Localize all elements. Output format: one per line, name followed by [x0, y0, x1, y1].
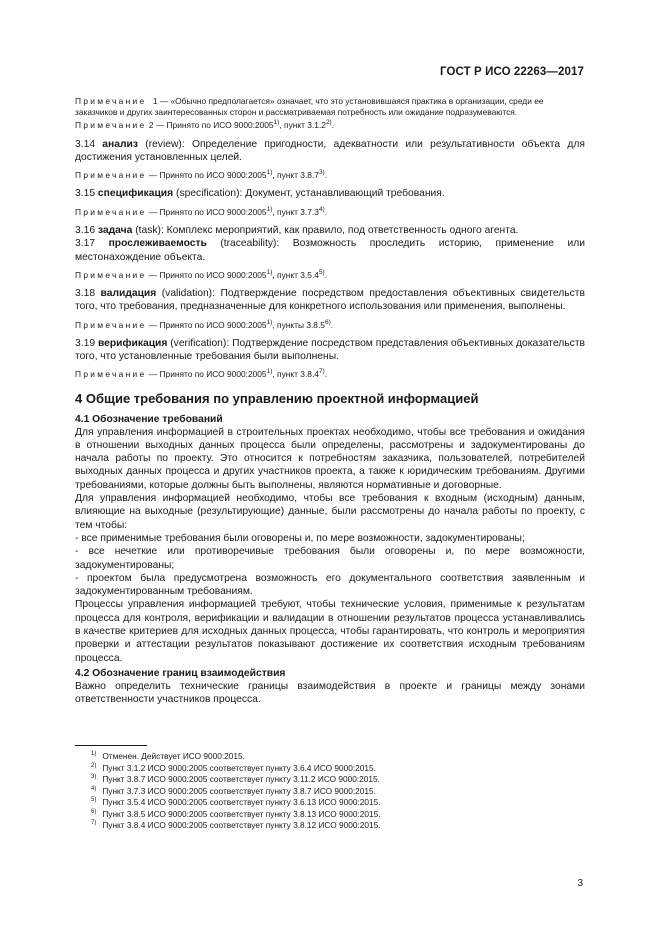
section-4-1-heading: 4.1 Обозначение требований	[75, 413, 223, 425]
footnotes	[91, 751, 591, 832]
term-definition: (verification): Подтверждение посредством представления объективных доказательств того, что установленные требования были выполнены.	[75, 337, 585, 363]
footnote-ref: 4)	[318, 205, 325, 213]
term-number: 3.16	[75, 224, 96, 236]
footnote	[91, 774, 591, 786]
note-label: Примечание	[75, 369, 147, 380]
term-note: Примечание — Принято по ИСО 9000:2005$^{1)}$, пункт 3.8.4$^{7)}$.	[75, 368, 328, 380]
footnote-ref: 6)	[324, 318, 331, 326]
note-text: — «Обычно предполагается» означает, что это установившаяся практика в организации, среди ее заказчиков и других заинтересованных сторон и рассматриваемая потребность или ожидание подразумеваются.	[75, 96, 544, 118]
note-text: — Принято по ИСО 9000:2005	[155, 120, 274, 131]
note-label: Примечание	[75, 269, 147, 280]
note-text: — Принято по ИСО 9000:2005	[148, 269, 267, 280]
term-word: верификация	[97, 337, 168, 349]
term-definition: (specification): Документ, устанавливающий требования.	[173, 188, 445, 200]
footnote-text: Пункт 3.8.5 ИСО 9000:2005 соответствует пункту 3.8.13 ИСО 9000:2015.	[102, 808, 381, 819]
footnote-ref: 1)	[266, 318, 273, 326]
term-word: валидация	[100, 288, 157, 299]
term-3-15	[75, 187, 585, 200]
footnote-text: Пункт 3.8.4 ИСО 9000:2005 соответствует пункту 3.8.12 ИСО 9000:2015.	[102, 820, 381, 830]
note-ref: , пункт 3.7.3	[272, 206, 319, 217]
note-text: — Принято по ИСО 9000:2005	[148, 206, 267, 217]
footnote-number: 4)	[91, 785, 97, 792]
footnote-text: Пункт 3.1.2 ИСО 9000:2005 соответствует пункту 3.6.4 ИСО 9000:2015.	[102, 762, 376, 773]
note-text: — Принято по ИСО 9000:2005	[148, 369, 267, 380]
footnote-ref: 3)	[318, 169, 325, 177]
footnote-ref: 7)	[318, 368, 325, 376]
term-definition: (traceability): Возможность проследить историю, применение или местонахождение объекта.	[75, 238, 585, 263]
document-header: ГОСТ Р ИСО 22263—2017	[439, 66, 584, 78]
term-3-14	[75, 138, 585, 165]
term-note: Примечание — Принято по ИСО 9000:2005$^{1)}$, пункт 3.8.7$^{3)}$.	[75, 169, 328, 181]
note-label: Примечание	[75, 120, 147, 131]
footnote-text: Пункт 3.5.4 ИСО 9000:2005 соответствует пункту 3.6.13 ИСО 9000:2015.	[102, 797, 381, 807]
note-label: Примечание	[75, 319, 147, 330]
footnote	[91, 763, 591, 775]
term-3-19	[75, 337, 585, 364]
section-4-2-heading: 4.2 Обозначение границ взаимодействия	[75, 667, 286, 679]
footnote-divider	[75, 745, 147, 746]
footnote-number: 2)	[91, 762, 97, 769]
footnote	[91, 751, 591, 763]
note-ref: , пункт 3.8.7	[272, 170, 319, 181]
footnote-number: 3)	[91, 774, 97, 781]
term-word: спецификация	[97, 188, 174, 200]
section-4-heading: 4 Общие требования по управлению проектной информацией	[75, 390, 479, 406]
footnote-text: Пункт 3.8.7 ИСО 9000:2005 соответствует пункту 3.11.2 ИСО 9000:2015.	[102, 774, 380, 784]
footnote-number: 6)	[91, 808, 97, 815]
note-text: — Принято по ИСО 9000:2005	[148, 319, 267, 330]
term-note: Примечание — Принято по ИСО 9000:2005$^{1)}$, пункт 3.5.4$^{5)}$.	[75, 269, 328, 280]
note-1	[75, 96, 585, 118]
note-label: Примечание	[75, 96, 147, 106]
note-ref: , пункт 3.5.4	[272, 269, 319, 280]
note-ref: , пункт 3.1.2	[279, 120, 326, 131]
term-definition: (validation): Подтверждение посредством предоставления объективных свидетельств того, что требования, предназначенные для конкретного использования или применения, выполнены.	[75, 288, 585, 313]
list-item: - все нечеткие или противоречивые требования были оговорены и, по мере возможности, задокументированы;	[75, 546, 585, 571]
footnote-number: 5)	[91, 797, 97, 804]
paragraph: Для управления информацией необходимо, чтобы все требования к входным (исходным) данным, влияющие на выходные (результирующие) данные, были рассмотрены до начала работы по проекту, с тем чтобы:	[75, 493, 585, 531]
term-3-16	[75, 224, 585, 237]
term-number: 3.18	[75, 288, 96, 299]
footnote-number: 7)	[91, 820, 97, 827]
note-label: Примечание	[75, 206, 147, 217]
term-word: прослеживаемость	[108, 238, 207, 250]
footnote	[91, 797, 591, 809]
footnote	[91, 820, 591, 832]
list-item: - проектом была предусмотрена возможность его документального соответствия заявленным и задокументированным требованиям.	[75, 572, 585, 598]
note-label: Примечание	[75, 170, 147, 181]
footnote	[91, 786, 591, 798]
note-2	[75, 120, 585, 131]
footnote-ref: 2)	[325, 119, 332, 127]
term-note: Примечание — Принято по ИСО 9000:2005$^{1)}$, пункты 3.8.5$^{6)}$.	[75, 318, 334, 330]
footnote-text: Отменен. Действует ИСО 9000:2015.	[102, 751, 245, 761]
note-number: 1	[152, 96, 158, 106]
term-definition: (task): Комплекс мероприятий, как правило, под ответственность одного агента.	[132, 224, 519, 236]
term-3-17	[75, 237, 585, 264]
paragraph: Важно определить технические границы взаимодействия в проекте и границы между зонами ответственности участников процесса.	[75, 680, 585, 706]
term-number: 3.19	[75, 337, 96, 349]
term-3-18	[75, 287, 585, 314]
note-number: 2	[148, 120, 154, 131]
page-number: 3	[577, 878, 583, 889]
term-word: задача	[97, 224, 133, 236]
list-item: - все применимые требования были оговорены и, по мере возможности, задокументированы;	[75, 532, 525, 544]
note-text: — Принято по ИСО 9000:2005	[148, 170, 267, 181]
term-word: анализ	[102, 138, 138, 150]
footnote-ref: 1)	[266, 368, 273, 376]
document-body	[75, 96, 585, 707]
note-end: .	[331, 120, 335, 131]
paragraph: Для управления информацией в строительных проектах необходимо, чтобы все требования и ожидания в отношении выходных данных процесса были определены, рассмотрены и задокументированы до начала работы по проекту. Это относится к потребностям заказчика, пользователей, потребителей выходных данных процесса и других участников проекта, а также к юридическим требованиям. Другими требованиями, которые должны быть выполнены, являются нормативные и договорные.	[75, 426, 585, 491]
footnote-number: 1)	[91, 751, 97, 758]
term-number: 3.17	[75, 238, 96, 250]
term-definition: (review): Определение пригодности, адекватности или результативности объекта для достижения установленных целей.	[75, 138, 585, 163]
footnote-ref: 1)	[273, 119, 280, 127]
footnote-ref: 1)	[266, 205, 273, 213]
footnote-ref: 1)	[266, 269, 273, 276]
footnote-ref: 5)	[318, 269, 325, 276]
note-ref: , пункт 3.8.4	[272, 369, 319, 380]
footnote	[91, 809, 591, 821]
footnote-ref: 1)	[266, 169, 273, 177]
term-number: 3.15	[75, 188, 96, 200]
footnote-text: Пункт 3.7.3 ИСО 9000:2005 соответствует пункту 3.8.7 ИСО 9000:2015.	[102, 785, 376, 796]
term-note: Примечание — Принято по ИСО 9000:2005$^{1)}$, пункт 3.7.3$^{4)}$.	[75, 205, 328, 217]
term-number: 3.14	[75, 138, 96, 150]
paragraph: Процессы управления информацией требуют, чтобы технические условия, применимые к результатам процесса для контроля, верификации и валидации в отношении результатов процесса устанавливались в качестве критериев для исходных данных процесса, чтобы гарантировать, что контроль и мероприятия проверки и аттестации результатов показывают достижение их соответствия исходным требованиям процесса.	[75, 599, 585, 664]
note-ref: , пункты 3.8.5	[272, 319, 325, 330]
